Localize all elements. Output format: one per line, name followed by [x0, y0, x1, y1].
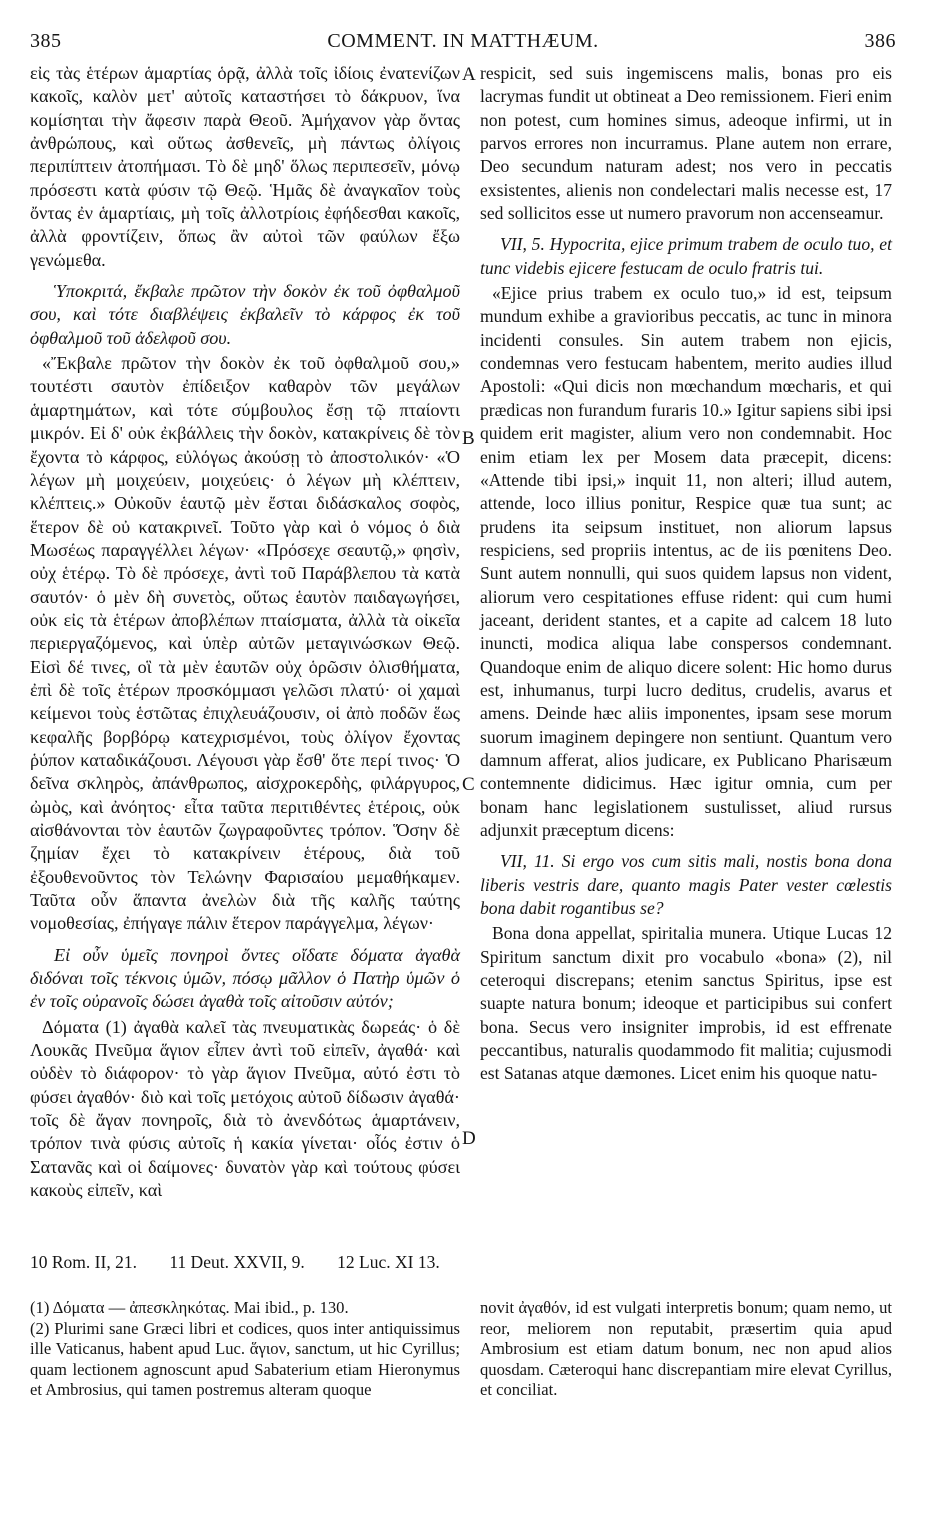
- greek-paragraph: «Ἔκβαλε πρῶτον τὴν δοκὸν ἐκ τοῦ ὀφθαλμοῦ σου,» τουτέστι σαυτὸν ἐπίδειξον καθαρὸν τῶν μεγάλων ἁμαρτημάτων, καὶ τότε σύμβουλος ἔσῃ τῷ πταίοντι μικρόν. Εἰ δ' οὐκ ἐκβάλλεις τὴν δοκὸν, κατακρίνεις δὲ τὸν ἔχοντα τὸ κάρφος, εὐλόγως ἀκούσῃ τὸ ἀποστολικόν· «Ὁ λέγων μὴ μοιχεύειν, μοιχεύεις· ὁ λέγων μὴ κλέπτειν, κλέπτεις.» Οὐκοῦν ἑαυτῷ μὲν ἔσται διδάσκαλος σοφὸς, ἕτερον δὲ οὐ κατακρινεῖ. Τοῦτο γὰρ καὶ ὁ νόμος ὁ διὰ Μωσέως παραγγέλλει λέγων· «Πρόσεχε σεαυτῷ,» φησὶν, οὐχ ἑτέρῳ. Τὸ δὲ πρόσεχε, ἀντὶ τοῦ Παράβλεπου τὰ κατὰ σαυτόν· ὁ μὲν δὴ συνετὸς, οὕτως ἑαυτὸν παιδαγωγήσει, οὐκ εἰς τὰ ἑτέρων ἀποβλέπων πταίσματα, ἀλλὰ τὰ οἰκεῖα περιεργαζόμενος, καὶ ὑπὲρ αὐτῶν μεταγινώσκων Θεῷ. Εἰσὶ δέ τινες, οἳ τὰ μὲν ἑαυτῶν οὐχ ὁρῶσιν ὀλισθήματα, ἐπὶ δὲ τοῖς ἑτέρων προσκόμμασι γελῶσι πλατύ· οἱ χαμαὶ κείμενοι τοὺς ἑστῶτας ἐπιχλευάζουσιν, οἱ ἀπὸ ποδῶν ἕως κεφαλῆς βορβόρῳ κατεχρισμένοι, τοὺς ὀλίγον ἔχοντας ῥύπον καταδικάζουσι. Λέγουσι γὰρ ἔσθ' ὅτε περί τινος· Ὁ δεῖνα σκληρὸς, ἀπάνθρωπος, αἰσχροκερδὴς, φιλάργυρος, ὠμὸς, καὶ ἀνόητος· εἶτα ταῦτα περιτιθέντες ἑτέροις, οὐκ αἰσθάνονται τὸν ἑαυτῶν ζωγραφοῦντες τρόπον. Ὅσην δὲ ζημίαν ἔχει τὸ κατακρίνειν ἑτέρους, διὰ τοῦ ἐξουθενοῦντος τὸν Τελώνην Φαρισαίου μεμαθήκαμεν. Ταῦτα οὖν ἅπαντα ἀνελὼν διὰ τῆς καλῆς ταύτης νομοθεσίας, ἐπήγαγε πάλιν ἕτερον παράγγελμα, λέγων·: [30, 353, 460, 934]
- margin-letter-c: C: [462, 774, 475, 795]
- footnote: novit ἀγαθόν, id est vulgati interpretis bonum; quam nemo, ut reor, meliorem non reputabit, præsertim quia apud Ambrosium est etiam datum bonum, nec non apud alios quosdam. Cæteroqui hanc discrepantiam mire elevat Cyrillus, et conciliat.: [480, 1298, 892, 1400]
- footnote: (1) Δόματα — ἀπεσκληκότας. Mai ibid., p. 130.: [30, 1298, 349, 1317]
- margin-letter-a: A: [462, 64, 476, 85]
- running-title: COMMENT. IN MATTHÆUM.: [327, 30, 599, 52]
- reference: 12 Luc. XI 13.: [337, 1252, 440, 1272]
- reference: 10 Rom. II, 21.: [30, 1252, 137, 1272]
- greek-paragraph: εἰς τὰς ἑτέρων ἁμαρτίας ὁρᾷ, ἀλλὰ τοῖς ἰδίοις ἐνατενίζων κακοῖς, καλὸν μετ' αὐτοῖς καταστήσει τὸ δάκρυον, ἵνα κομίσηται τὴν ἄφεσιν παρὰ Θεοῦ. Ἀμήχανον γὰρ ὄντας ἀνθρώπους, καὶ οὕτως ἀσθενεῖς, μὴ πάντως ὀλίγοις περιπίπτειν ἀτοπήμασι. Τὸ δὲ μηδ' ὅλως περιπεσεῖν, μόνῳ πρόσεστι κατὰ φύσιν τῷ Θεῷ. Ἡμᾶς δὲ ἀναγκαῖον τοὺς ὄντας ἐν ἁμαρτίαις, μὴ τοῖς ἀλλοτρίοις ἐφήδεσθαι κακοῖς, ἀλλὰ φροντίζειν, ὅπως ἂν αὐτοὶ τῶν φαύλων ἔξω γενώμεθα.: [30, 63, 460, 270]
- reference: 11 Deut. XXVII, 9.: [169, 1252, 305, 1272]
- latin-column: [480, 62, 892, 1086]
- footnotes-right: [480, 1298, 892, 1401]
- greek-verse-heading: Ὑποκριτά, ἔκβαλε πρῶτον τὴν δοκὸν ἐκ τοῦ ὀφθαλμοῦ σου, καὶ τότε διαβλέψεις ἐκβαλεῖν τὸ κάρφος ἐκ τοῦ ὀφθαλμοῦ τοῦ ἀδελφοῦ σου.: [30, 281, 460, 348]
- latin-paragraph: respicit, sed suis ingemiscens malis, bonas pro eis lacrymas fundit ut obtineat a Deo remissionem. Fieri enim non potest, cum homines simus, adeoque infirmi, ut in parvos errores non incurramus. Plane autem non errare, Deo secundum naturam adest; nos vero in peccatis exsistentes, alienis non condelectari malis necesse est, 17 sed sollicitos esse ut numero pravorum non accenseamur.: [480, 63, 892, 224]
- latin-verse-heading: VII, 11. Si ergo vos cum sitis mali, nostis bona dona liberis vestris dare, quanto magis Pater vester cœlestis bona dabit rogantibus se?: [480, 851, 892, 919]
- scripture-references: [30, 1252, 896, 1276]
- footnote: (2) Plurimi sane Græci libri et codices, quos inter antiquissimus ille Vaticanus, habent apud Luc. ἅγιον, sanctum, ut hic Cyrillus; quam lectionem agnoscunt apud Sabaterium etiam Hieronymus et Ambrosius, qui tamen postremus alteram quoque: [30, 1318, 460, 1400]
- latin-paragraph: «Ejice prius trabem ex oculo tuo,» id est, teipsum mundum exhibe a gravioribus peccatis, ac tunc in minora incidenti consules. Sin autem trabem non ejicis, condemnas vero festucam habentem, merito audies illud Apostoli: «Qui dicis non mœchandum mœcharis, et qui prædicas non furandum furaris 10.» Igitur sapiens sibi ipsi quidem erit magister, alium vero non condemnabit. Hoc enim etiam lex per Mosem data præcepit, dicens: «Attende tibi ipsi,» inquit 11, non alteri; illud autem, attende, loco illius ponitur, Respice quæ tua sunt; ac prudens ita seipsum instituet, non aliorum lapsus respiciens, sed propriis intentus, ac de iis pœnitens Deo. Sunt autem nonnulli, qui suos quidem lapsus non vident, aliorum vero cespitationes effuse rident: qui cum humi jaceant, derident stantes, et a capite ad calcem 18 luto inuncti, modica aliqua labe conspersos condemnant. Quandoque enim de aliquo dicere solent: Hic homo durus est, inhumanus, turpi lucro deditus, crudelis, avarus et amens. Deinde hæc aliis imponentes, ipsam sese morum suorum imaginem depingere non sentiunt. Quantum vero damnum afferat, alios judicare, ex Publicano Pharisæum contemnente didicimus. Hæc igitur omnia, cum per bonam hanc legislationem sustulisset, aliud rursus adjunxit præceptum dicens:: [480, 283, 892, 840]
- running-header: [30, 30, 896, 56]
- greek-verse-heading: Εἰ οὖν ὑμεῖς πονηροὶ ὄντες οἴδατε δόματα ἀγαθὰ διδόναι τοῖς τέκνοις ὑμῶν, πόσῳ μᾶλλον ὁ Πατὴρ ὑμῶν ὁ ἐν τοῖς οὐρανοῖς δώσει ἀγαθὰ τοῖς αἰτοῦσιν αὐτόν;: [30, 944, 460, 1012]
- page-number-left: 385: [30, 30, 62, 52]
- greek-paragraph: Δόματα (1) ἀγαθὰ καλεῖ τὰς πνευματικὰς δωρεάς· ὁ δὲ Λουκᾶς Πνεῦμα ἅγιον εἶπεν ἀντὶ τοῦ εἰπεῖν, ἀγαθά· καὶ οὐδὲν τὸ διάφορον· τὸ γὰρ ἅγιον Πνεῦμα, αὐτό ἐστι τὸ φύσει ἀγαθόν· διὸ καὶ τοῖς μετόχοις αὐτοῦ δίδωσιν ἀγαθά· τοῖς δὲ ἄγαν πονηροῖς, διὰ τὸ ἀνενδότως ἁμαρτάνειν, τρόπον τινὰ φύσις αὐτοῖς ἡ κακία γίνεται· οἷός ἐστιν ὁ Σατανᾶς καὶ οἱ δαίμονες· δυνατὸν γὰρ καὶ τούτους φύσει κακοὺς εἰπεῖν, καὶ: [30, 1016, 460, 1201]
- margin-letter-d: D: [462, 1128, 476, 1149]
- footnotes-left: [30, 1298, 460, 1401]
- page-number-right: 386: [864, 30, 896, 52]
- margin-letter-b: B: [462, 428, 475, 449]
- latin-verse-heading: VII, 5. Hypocrita, ejice primum trabem de oculo tuo, et tunc videbis ejicere festucam de oculo fratris tui.: [480, 234, 892, 278]
- latin-paragraph: Bona dona appellat, spiritalia munera. Utique Lucas 12 Spiritum sanctum dixit pro vocabulo «bona» (2), nil ceteroqui discrepans; etenim sanctus Spiritus, ipse est suapte natura bonum; ideoque et participibus sui confert bona. Secus vero insigniter improbis, id est effrenate peccantibus, naturalis quodammodo fit malitia; cujusmodi est Satanas atque dæmones. Licet enim his quoque natu-: [480, 923, 892, 1084]
- greek-column: [30, 62, 460, 1203]
